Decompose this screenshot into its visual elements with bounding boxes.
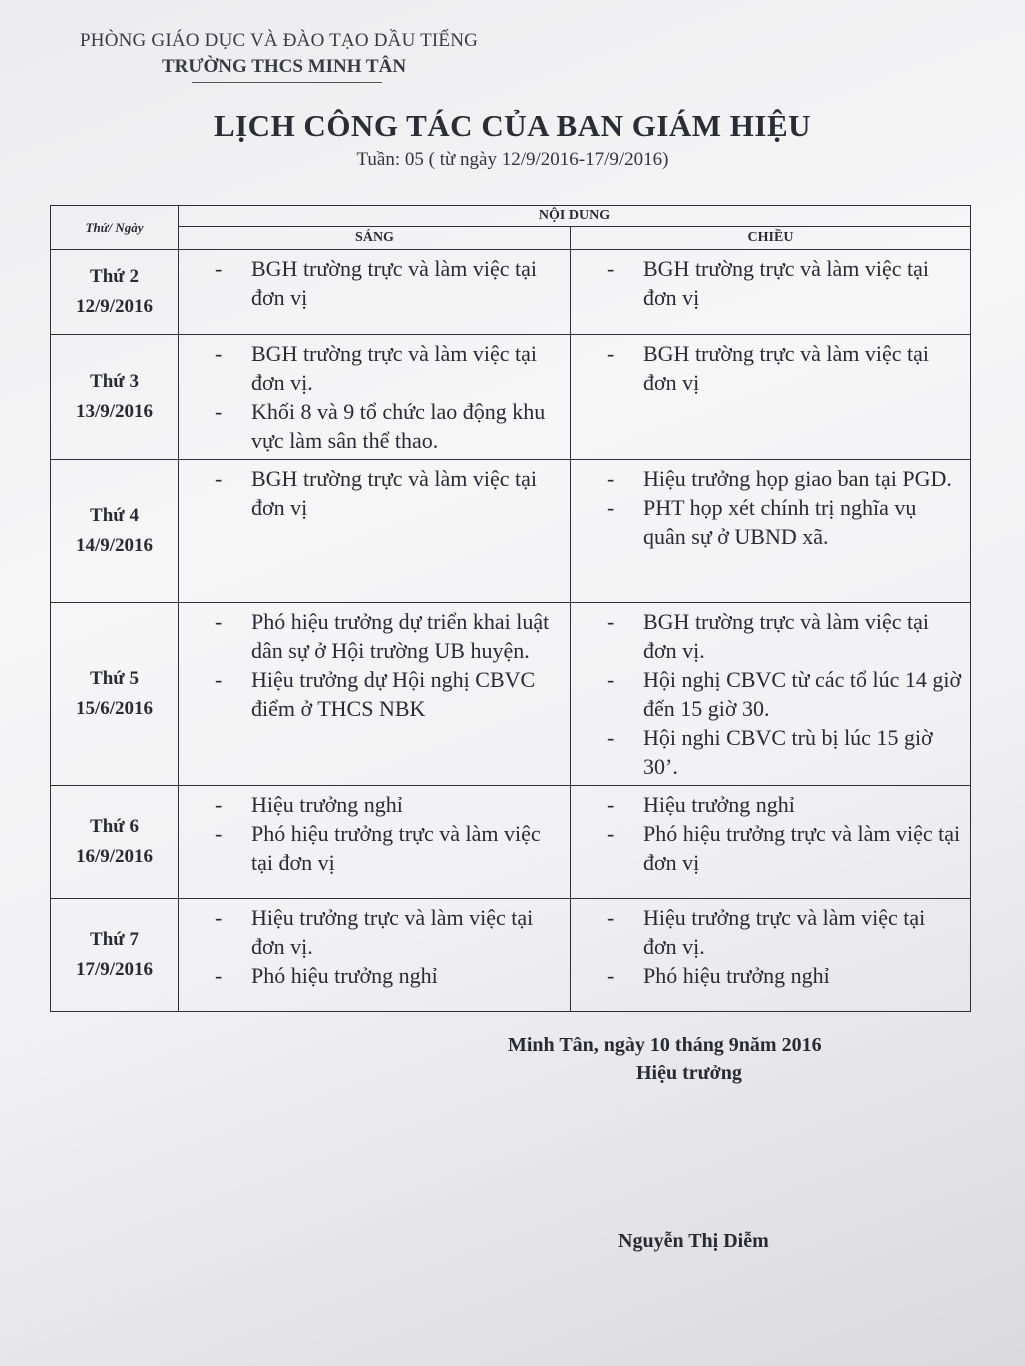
item-text: Hiệu trưởng họp giao ban tại PGD. xyxy=(643,466,952,491)
item-text: Hội nghị CBVC từ các tổ lúc 14 giờ đến 15 giờ 30. xyxy=(643,667,962,721)
list-item xyxy=(571,790,970,819)
day-date: 16/9/2016 xyxy=(75,846,154,867)
item-text: Hiệu trưởng dự Hội nghị CBVC điểm ở THCS NBK xyxy=(251,667,536,721)
item-text: Khối 8 và 9 tổ chức lao động khu vực làm sân thể thao. xyxy=(251,399,546,453)
morning-cell xyxy=(179,786,571,899)
list-item xyxy=(179,790,570,819)
day-name: Thứ 4 xyxy=(90,505,139,526)
afternoon-cell xyxy=(571,460,971,603)
bullet-dash: - xyxy=(215,341,223,366)
item-text: BGH trường trực và làm việc tại đơn vị. xyxy=(251,341,537,395)
bullet-dash: - xyxy=(607,792,615,817)
item-text: Phó hiệu trưởng trực và làm việc tại đơn vị xyxy=(251,821,541,875)
table-row xyxy=(51,250,971,335)
list-item xyxy=(571,464,970,493)
item-text: BGH trường trực và làm việc tại đơn vị xyxy=(251,466,537,520)
item-text: Phó hiệu trưởng nghỉ xyxy=(643,963,830,988)
bullet-dash: - xyxy=(607,821,615,846)
schedule-body xyxy=(51,250,971,1012)
day-date: 12/9/2016 xyxy=(75,296,154,317)
item-text: Hiệu trưởng nghỉ xyxy=(251,792,403,817)
table-row xyxy=(51,335,971,460)
bullet-dash: - xyxy=(607,667,615,692)
day-name: Thứ 2 xyxy=(90,266,139,287)
list-item xyxy=(571,961,970,990)
item-text: Phó hiệu trưởng trực và làm việc tại đơn vị xyxy=(643,821,961,875)
header-afternoon: CHIỀU xyxy=(571,227,971,250)
afternoon-cell xyxy=(571,786,971,899)
bullet-dash: - xyxy=(215,905,223,930)
item-text: BGH trường trực và làm việc tại đơn vị. xyxy=(643,609,929,663)
list-item xyxy=(179,254,570,312)
item-text: PHT họp xét chính trị nghĩa vụ quân sự ở UBND xã. xyxy=(643,495,917,549)
school-name: TRƯỜNG THCS MINH TÂN xyxy=(162,56,407,77)
list-item xyxy=(179,961,570,990)
list-item xyxy=(179,819,570,877)
bullet-dash: - xyxy=(215,792,223,817)
list-item xyxy=(571,819,970,877)
table-row xyxy=(51,786,971,899)
day-cell xyxy=(51,250,179,335)
morning-cell xyxy=(179,603,571,786)
day-date: 17/9/2016 xyxy=(75,959,154,980)
morning-list xyxy=(179,339,570,455)
afternoon-cell xyxy=(571,250,971,335)
day-cell xyxy=(51,460,179,603)
list-item xyxy=(571,903,970,961)
afternoon-list xyxy=(571,607,970,781)
bullet-dash: - xyxy=(607,495,615,520)
day-name: Thứ 6 xyxy=(90,816,139,837)
bullet-dash: - xyxy=(215,609,223,634)
morning-list xyxy=(179,254,570,312)
afternoon-list xyxy=(571,254,970,312)
day-cell xyxy=(51,603,179,786)
bullet-dash: - xyxy=(215,667,223,692)
list-item xyxy=(571,723,970,781)
item-text: Phó hiệu trưởng nghỉ xyxy=(251,963,438,988)
afternoon-list xyxy=(571,339,970,397)
bullet-dash: - xyxy=(607,256,615,281)
item-text: BGH trường trực và làm việc tại đơn vị xyxy=(643,256,929,310)
item-text: Phó hiệu trưởng dự triển khai luật dân sự ở Hội trường UB huyện. xyxy=(251,609,550,663)
day-date: 13/9/2016 xyxy=(75,401,154,422)
afternoon-cell xyxy=(571,603,971,786)
afternoon-cell xyxy=(571,899,971,1012)
morning-cell xyxy=(179,460,571,603)
bullet-dash: - xyxy=(215,399,223,424)
bullet-dash: - xyxy=(215,256,223,281)
bullet-dash: - xyxy=(215,821,223,846)
day-name: Thứ 7 xyxy=(90,929,139,950)
bullet-dash: - xyxy=(607,609,615,634)
document-title: LỊCH CÔNG TÁC CỦA BAN GIÁM HIỆU xyxy=(213,108,812,143)
afternoon-cell xyxy=(571,335,971,460)
list-item xyxy=(179,665,570,723)
morning-cell xyxy=(179,250,571,335)
signature-name: Nguyễn Thị Diễm xyxy=(618,1230,769,1252)
signature-role: Hiệu trưởng xyxy=(636,1062,742,1084)
list-item xyxy=(571,339,970,397)
bullet-dash: - xyxy=(215,466,223,491)
morning-list xyxy=(179,790,570,877)
week-range: Tuần: 05 ( từ ngày 12/9/2016-17/9/2016) xyxy=(356,149,669,170)
list-item xyxy=(179,339,570,397)
schedule-table xyxy=(50,205,971,1012)
item-text: Hiệu trưởng trực và làm việc tại đơn vị. xyxy=(643,905,926,959)
afternoon-list xyxy=(571,903,970,990)
list-item xyxy=(571,607,970,665)
table-row xyxy=(51,603,971,786)
afternoon-list xyxy=(571,790,970,877)
bullet-dash: - xyxy=(607,963,615,988)
signature-place-date: Minh Tân, ngày 10 tháng 9năm 2016 xyxy=(508,1034,822,1056)
list-item xyxy=(571,254,970,312)
list-item xyxy=(179,607,570,665)
day-date: 14/9/2016 xyxy=(75,535,154,556)
table-row xyxy=(51,460,971,603)
afternoon-list xyxy=(571,464,970,551)
item-text: BGH trường trực và làm việc tại đơn vị xyxy=(251,256,537,310)
day-cell xyxy=(51,899,179,1012)
item-text: BGH trường trực và làm việc tại đơn vị xyxy=(643,341,929,395)
table-row xyxy=(51,899,971,1012)
list-item xyxy=(179,464,570,522)
bullet-dash: - xyxy=(607,905,615,930)
day-cell xyxy=(51,335,179,460)
header-day-column: Thứ/ Ngày xyxy=(51,206,179,250)
bullet-dash: - xyxy=(607,466,615,491)
header-content: NỘI DUNG xyxy=(179,206,971,227)
day-cell xyxy=(51,786,179,899)
list-item xyxy=(179,903,570,961)
morning-cell xyxy=(179,335,571,460)
item-text: Hội nghi CBVC trù bị lúc 15 giờ 30’. xyxy=(643,725,933,779)
morning-list xyxy=(179,903,570,990)
list-item xyxy=(571,665,970,723)
morning-list xyxy=(179,464,570,522)
school-underline xyxy=(192,82,382,83)
item-text: Hiệu trưởng nghỉ xyxy=(643,792,795,817)
day-name: Thứ 3 xyxy=(90,371,139,392)
department-name: PHÒNG GIÁO DỤC VÀ ĐÀO TẠO DẦU TIẾNG xyxy=(80,30,479,51)
header-morning: SÁNG xyxy=(179,227,571,250)
list-item xyxy=(179,397,570,455)
list-item xyxy=(571,493,970,551)
day-date: 15/6/2016 xyxy=(75,698,154,719)
bullet-dash: - xyxy=(215,963,223,988)
day-name: Thứ 5 xyxy=(90,668,139,689)
morning-list xyxy=(179,607,570,723)
morning-cell xyxy=(179,899,571,1012)
bullet-dash: - xyxy=(607,341,615,366)
item-text: Hiệu trưởng trực và làm việc tại đơn vị. xyxy=(251,905,534,959)
bullet-dash: - xyxy=(607,725,615,750)
